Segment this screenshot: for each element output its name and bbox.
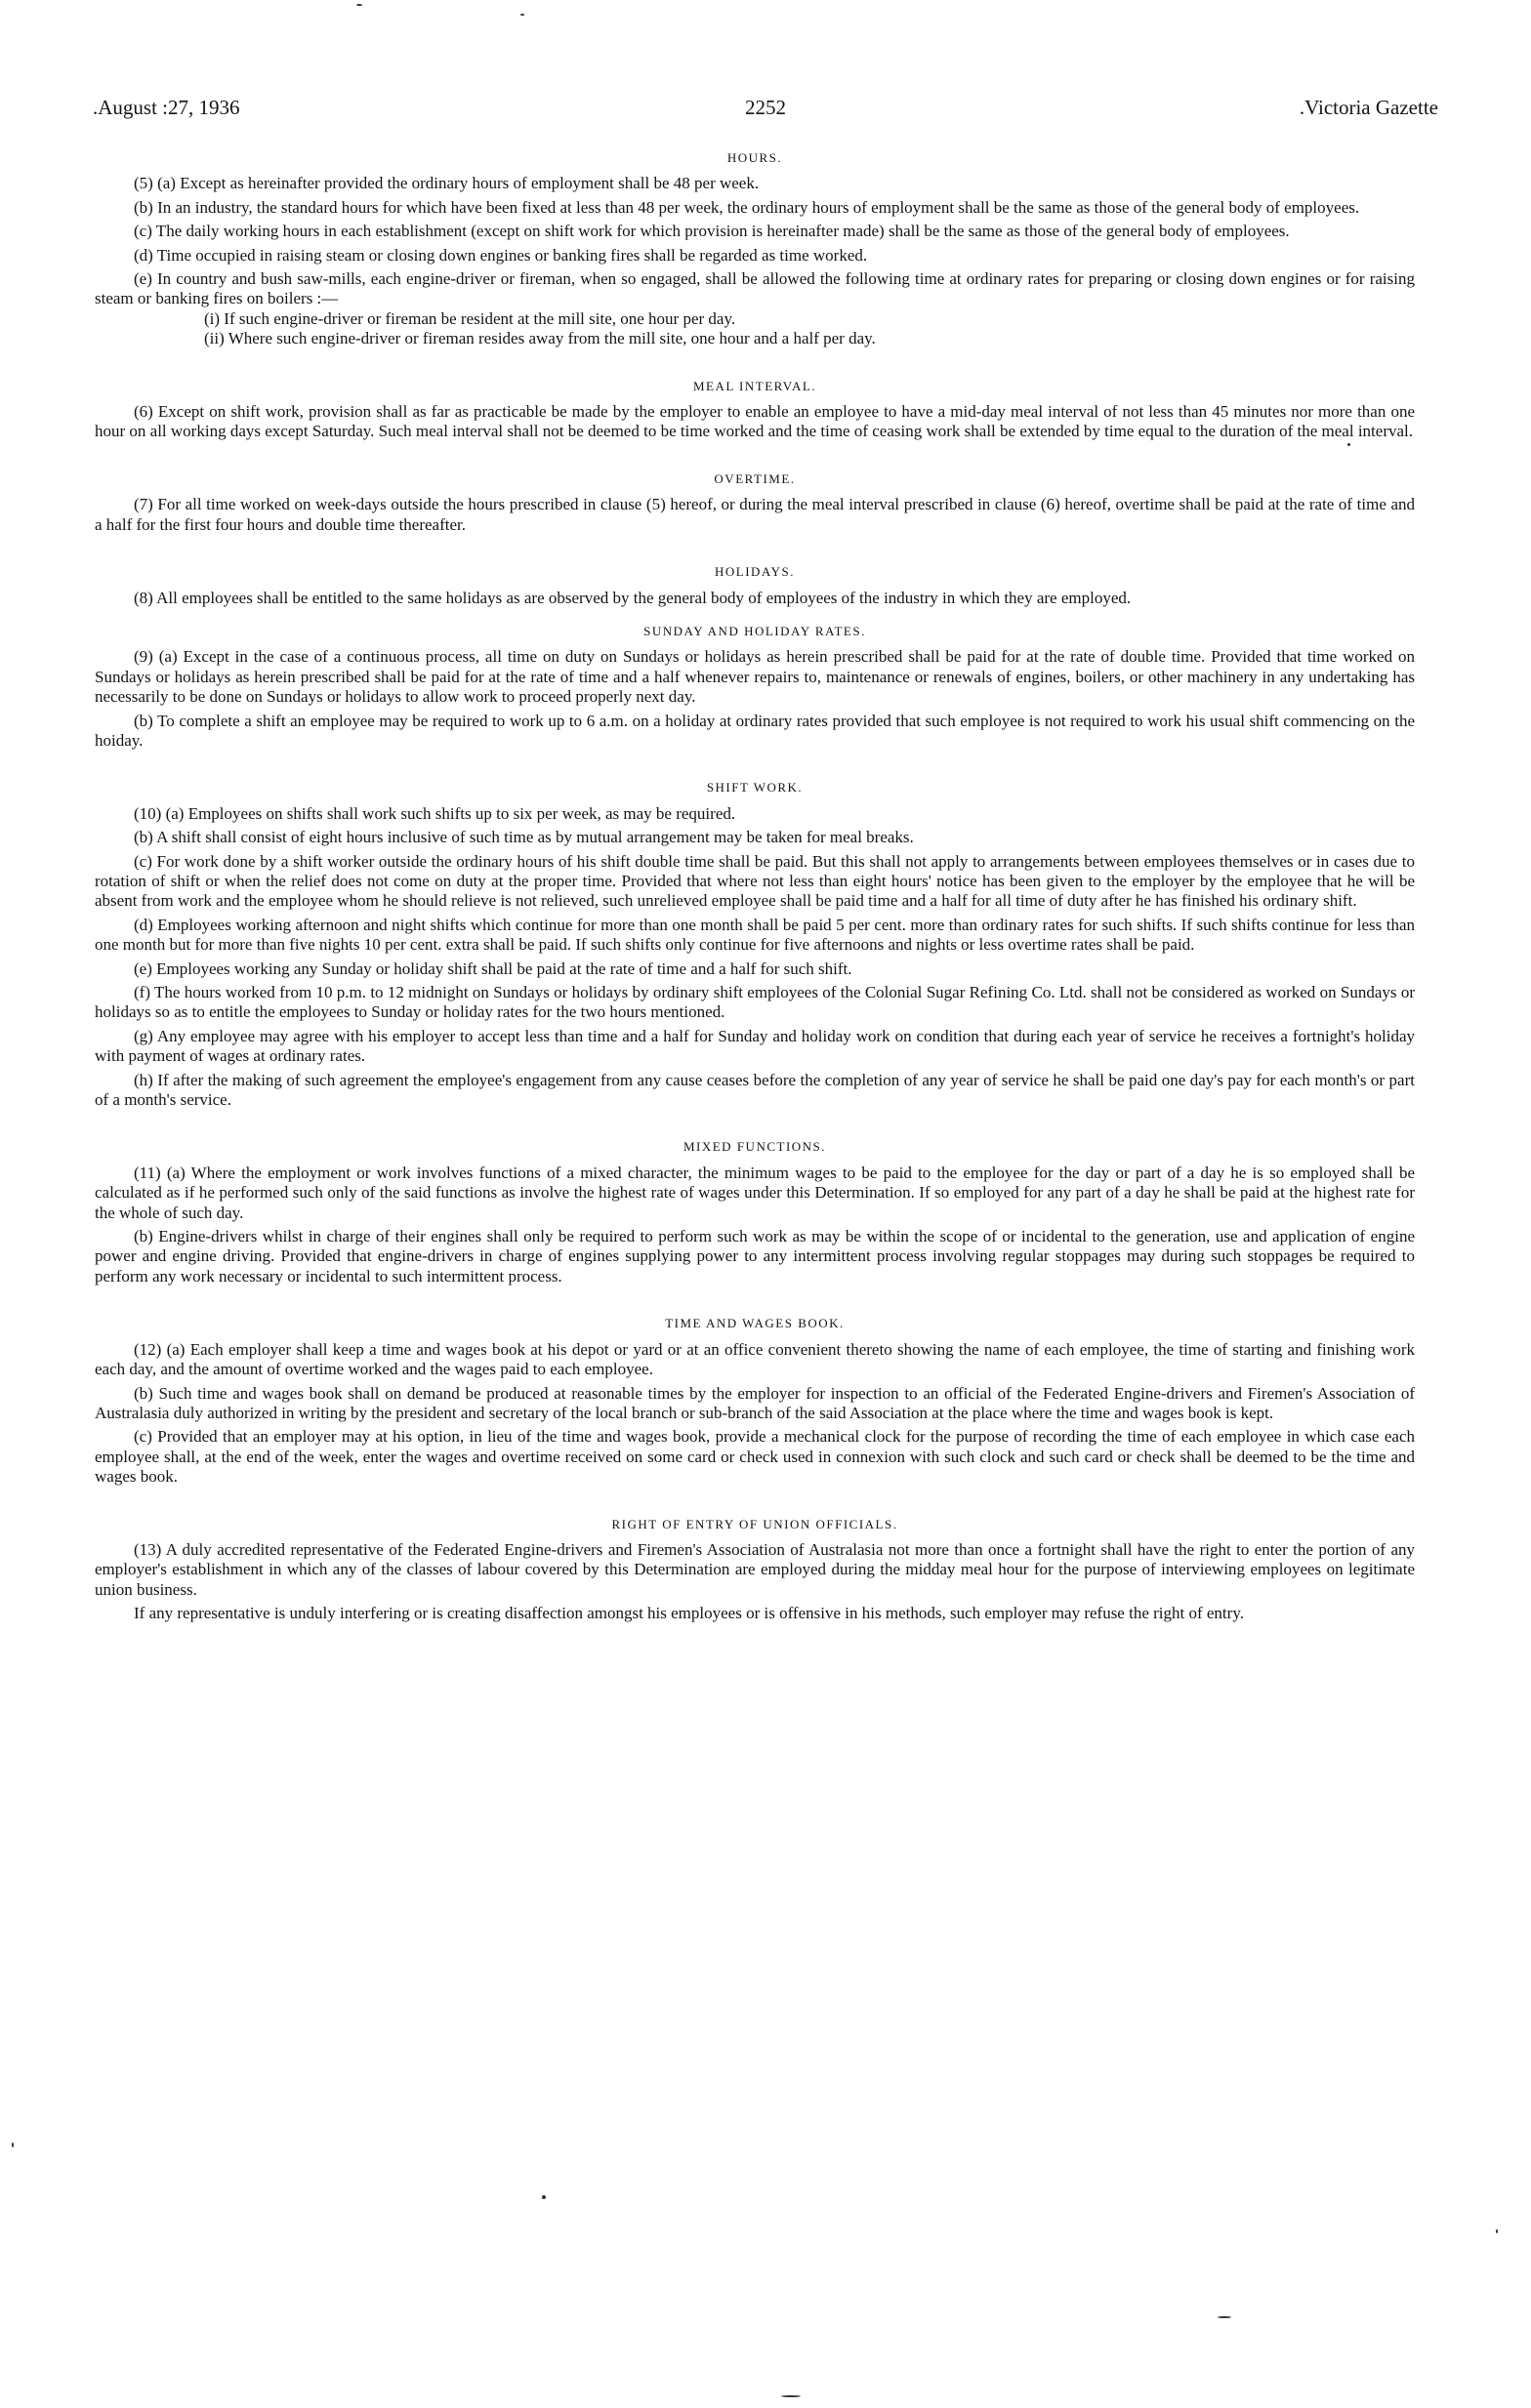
paragraph: (11) (a) Where the employment or work involves functions of a mixed character, the minimum wages to be paid to the employee for the day or part of a day he is so employed shall be calculated as if he performed such only of the said functions as involve the highest rate of wages under this Determination. If so employed for any part of a day he shall be paid at the highest rate for the whole of such day. <box>95 1163 1415 1222</box>
paragraph: (c) For work done by a shift worker outside the ordinary hours of his shift double time shall be paid. But this shall not apply to arrangements between employees themselves or in cases due to rotation of shift or when the relief does not come on duty at the proper time. Provided that where not less than eight hours' notice has been given to the employer by the employee that he will be absent from work and the employee whom he should relieve is not relieved, such unrelieved employee shall be paid time and a half for all time of duty after he has finished his ordinary shift. <box>95 851 1415 911</box>
header-date: .August :27, 1936 <box>93 96 240 119</box>
section-sunday-holiday-rates <box>95 622 1415 751</box>
section-right-of-entry <box>95 1515 1415 1624</box>
paragraph: If any representative is unduly interfering or is creating disaffection amongst his employees or is offensive in his methods, such employer may refuse the right of entry. <box>134 1604 1244 1623</box>
paragraph: (b) A shift shall consist of eight hours inclusive of such time as by mutual arrangement may be taken for meal breaks. <box>134 828 914 847</box>
paragraph: (e) In country and bush saw-mills, each engine-driver or fireman, when so engaged, shall be allowed the following time at ordinary rates for preparing or closing down engines or for raising steam or banking fires on boilers :— <box>95 269 1415 308</box>
section-heading: MIXED FUNCTIONS. <box>683 1139 827 1155</box>
section-overtime <box>95 469 1415 535</box>
page-content <box>95 148 1415 1628</box>
paragraph: (d) Time occupied in raising steam or closing down engines or banking fires shall be regarded as time worked. <box>134 245 868 265</box>
paragraph: (12) (a) Each employer shall keep a time and wages book at his depot or yard or at an office convenient thereto showing the name of each employee, the time of starting and finishing work each day, and the amount of overtime worked and the wages paid to each employee. <box>95 1339 1415 1379</box>
page-header <box>93 96 1438 125</box>
section-heading: RIGHT OF ENTRY OF UNION OFFICIALS. <box>611 1516 898 1531</box>
header-page-number: 2252 <box>745 96 786 119</box>
paragraph: (b) Such time and wages book shall on demand be produced at reasonable times by the employer for inspection to an official of the Federated Engine-drivers and Firemen's Association of Australasia duly authorized in writing by the president and secretary of the local branch or sub-branch of the said Association at the place where the time and wages book is kept. <box>95 1383 1415 1422</box>
scan-speck <box>520 14 524 16</box>
paragraph: (b) In an industry, the standard hours for which have been fixed at less than 48 per week, the ordinary hours of employment shall be the same as those of the general body of employees. <box>134 197 1360 217</box>
scan-speck <box>12 2143 14 2147</box>
subparagraph: (i) If such engine-driver or fireman be resident at the mill site, one hour per day. <box>204 308 736 328</box>
section-meal-interval <box>95 377 1415 442</box>
section-hours <box>95 148 1415 349</box>
paragraph: (b) To complete a shift an employee may be required to work up to 6 a.m. on a holiday at ordinary rates provided that such employee is not required to work his usual shift commencing on the hoiday. <box>95 711 1415 750</box>
paragraph: (10) (a) Employees on shifts shall work such shifts up to six per week, as may be required. <box>134 803 736 823</box>
section-shift-work <box>95 778 1415 1110</box>
paragraph: (9) (a) Except in the case of a continuous process, all time on duty on Sundays or holidays as herein prescribed shall be paid for at the rate of double time. Provided that time worked on Sundays or holidays as herein prescribed shall be paid for at the rate of time and a half whenever repairs to, maintenance or renewals of engines, boilers, or other machinery in any undertaking has necessarily to be done on Sundays or holidays to allow work to proceed properly next day. <box>95 647 1415 707</box>
paragraph: (6) Except on shift work, provision shall as far as practicable be made by the employer to enable an employee to have a mid-day meal interval of not less than 45 minutes nor more than one hour on all working days except Saturday. Such meal interval shall not be deemed to be time worked and the time of ceasing work shall be extended by time equal to the duration of the meal interval. <box>95 402 1415 441</box>
paragraph: (b) Engine-drivers whilst in charge of their engines shall only be required to perform such work as may be within the scope of or incidental to the generation, use and application of engine power and engine driving. Provided that engine-drivers in charge of engines supplying power to any intermittent process involving regular stoppages may during such stoppages be required to perform any work necessary or incidental to such intermittent process. <box>95 1227 1415 1286</box>
scan-speck <box>1496 2229 1498 2233</box>
paragraph: (13) A duly accredited representative of the Federated Engine-drivers and Firemen's Association of Australasia not more than once a fortnight shall have the right to enter the portion of any employer's establishment in which any of the classes of labour covered by this Determination are employed during the midday meal hour for the purpose of interviewing employees on legitimate union business. <box>95 1539 1415 1599</box>
section-time-wages-book <box>95 1314 1415 1487</box>
scan-speck <box>781 2395 801 2397</box>
section-heading: HOLIDAYS. <box>715 564 795 580</box>
paragraph: (5) (a) Except as hereinafter provided the ordinary hours of employment shall be 48 per week. <box>134 174 760 193</box>
paragraph: (g) Any employee may agree with his employer to accept less than time and a half for Sunday and holiday work on condition that during each year of service he receives a fortnight's holiday with payment of wages at ordinary rates. <box>95 1026 1415 1066</box>
section-heading: HOURS. <box>726 150 783 165</box>
paragraph: (c) The daily working hours in each establishment (except on shift work for which provision is hereinafter made) shall be the same as those of the general body of employees. <box>134 222 1290 241</box>
paragraph: (e) Employees working any Sunday or holiday shift shall be paid at the rate of time and a half for such shift. <box>134 959 852 978</box>
paragraph: (8) All employees shall be entitled to the same holidays as are observed by the general body of employees of the industry in which they are employed. <box>134 588 1132 607</box>
scan-speck <box>542 2195 546 2199</box>
section-mixed-functions <box>95 1137 1415 1286</box>
section-holidays <box>95 562 1415 608</box>
scan-speck <box>1218 2316 1231 2318</box>
subparagraph: (ii) Where such engine-driver or fireman resides away from the mill site, one hour and a half per day. <box>204 329 876 348</box>
paragraph: (7) For all time worked on week-days outside the hours prescribed in clause (5) hereof, or during the meal interval prescribed in clause (6) hereof, overtime shall be paid at the rate of time and a half for the first four hours and double time thereafter. <box>95 495 1415 534</box>
section-heading: OVERTIME. <box>714 470 796 486</box>
section-heading: TIME AND WAGES BOOK. <box>665 1316 845 1331</box>
section-heading: SUNDAY AND HOLIDAY RATES. <box>643 623 866 638</box>
paragraph: (f) The hours worked from 10 p.m. to 12 midnight on Sundays or holidays by ordinary shift employees of the Colonial Sugar Refining Co. Ltd. shall not be considered as worked on Sundays or holidays so as to entitle the employees to Sunday or holiday rates for the two hours mentioned. <box>95 983 1415 1022</box>
paragraph: (h) If after the making of such agreement the employee's engagement from any cause ceases before the completion of any year of service he shall be paid one day's pay for each month's or part of a month's service. <box>95 1070 1415 1110</box>
paragraph: (c) Provided that an employer may at his option, in lieu of the time and wages book, provide a mechanical clock for the purpose of recording the time of each employee in which case each employee shall, at the end of the week, enter the wages and overtime received on some card or check used in connexion with such clock and such card or check shall be deemed to be the time and wages book. <box>95 1427 1415 1487</box>
scan-speck <box>1347 443 1350 446</box>
scan-speck <box>356 4 362 6</box>
header-publication: .Victoria Gazette <box>1299 96 1438 119</box>
section-heading: MEAL INTERVAL. <box>692 378 817 393</box>
section-heading: SHIFT WORK. <box>706 780 804 796</box>
paragraph: (d) Employees working afternoon and night shifts which continue for more than one month shall be paid 5 per cent. more than ordinary rates for such shifts. If such shifts continue for less than one month but for more than five nights 10 per cent. extra shall be paid. If such shifts only continue for five afternoons and nights or less overtime rates shall be paid. <box>95 915 1415 955</box>
